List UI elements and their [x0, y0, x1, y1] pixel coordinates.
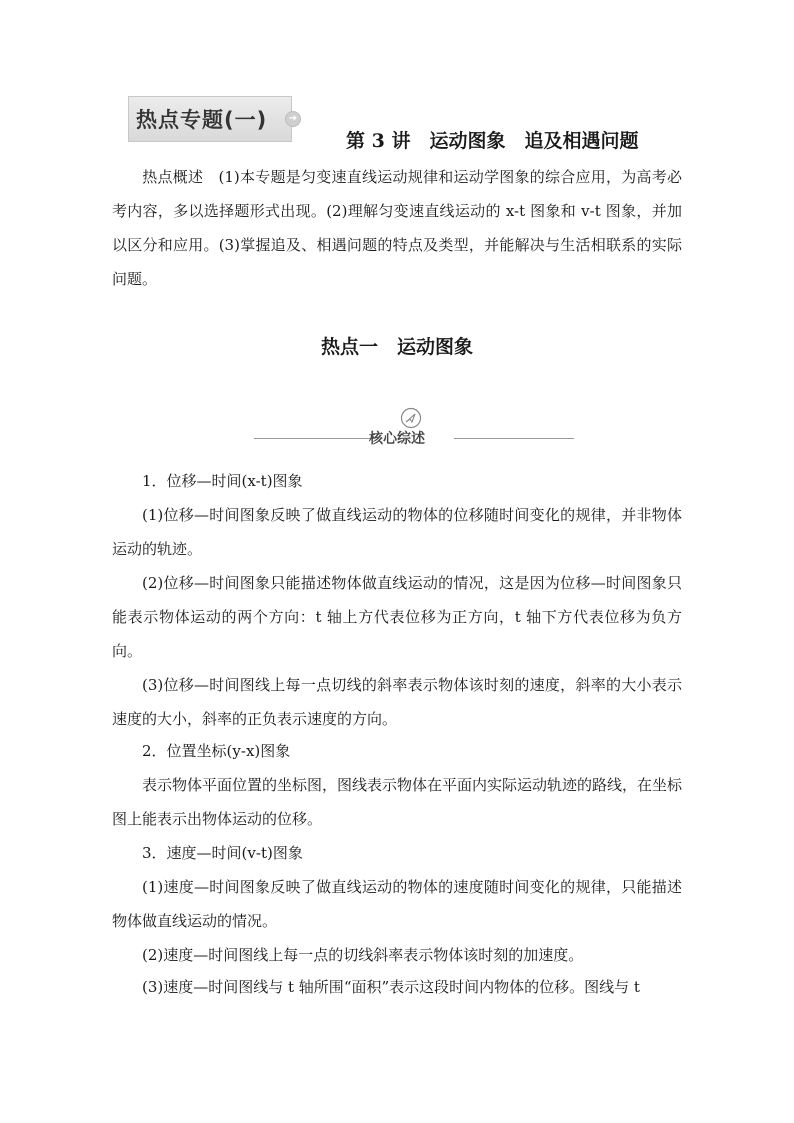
arrow-right-icon: ➔ — [285, 111, 301, 127]
list-item — [112, 566, 682, 668]
list-item — [112, 668, 682, 736]
list-item — [112, 870, 682, 938]
core-summary-label: 核心综述 — [369, 431, 425, 447]
topic-badge-label: 热点专题(一) — [136, 108, 268, 132]
overview-text: 热点概述 (1)本专题是匀变速直线运动规律和运动学图象的综合应用，为高考必考内容，多以选择题形式出现。(2)理解匀变速直线运动的 x-t 图象和 v-t 图象，并加以区分和应用。(3)掌握追及、相遇问题的特点及类型，并能解决与生活相联系的实际问题。 — [112, 168, 682, 288]
item-text: (3)速度—时间图线与 t 轴所围“面积”表示这段时间内物体的位移。图线与 t — [142, 978, 640, 996]
overview-paragraph — [112, 160, 682, 296]
list-item — [112, 498, 682, 566]
heading-yx-text: 2．位置坐标(y-x)图象 — [142, 742, 291, 760]
heading-vt — [112, 836, 682, 870]
heading-yx — [112, 734, 682, 768]
heading-vt-text: 3．速度—时间(v-t)图象 — [142, 844, 303, 862]
list-item — [112, 970, 682, 1004]
item-text: 表示物体平面位置的坐标图，图线表示物体在平面内实际运动轨迹的路线，在坐标图上能表示出物体运动的位移。 — [112, 776, 683, 828]
item-text: (3)位移—时间图线上每一点切线的斜率表示物体该时刻的速度，斜率的大小表示速度的大小，斜率的正负表示速度的方向。 — [112, 676, 682, 728]
topic-badge — [128, 96, 292, 142]
core-summary-icon — [400, 407, 422, 429]
lecture-title: 第 3 讲 运动图象 追及相遇问题 — [346, 130, 639, 152]
item-text: (2)位移—时间图象只能描述物体做直线运动的情况，这是因为位移—时间图象只能表示物体运动的两个方向：t 轴上方代表位移为正方向，t 轴下方代表位移为负方向。 — [112, 574, 682, 660]
section-title: 热点一 运动图象 — [320, 336, 473, 358]
item-text: (1)位移—时间图象反映了做直线运动的物体的位移随时间变化的规律，并非物体运动的轨迹。 — [112, 506, 682, 558]
list-item — [112, 768, 682, 836]
heading-xt-text: 1．位移—时间(x-t)图象 — [142, 472, 303, 490]
item-text: (1)速度—时间图象反映了做直线运动的物体的速度随时间变化的规律，只能描述物体做直线运动的情况。 — [112, 878, 682, 930]
heading-xt — [112, 464, 682, 498]
item-text: (2)速度—时间图线上每一点的切线斜率表示物体该时刻的加速度。 — [142, 946, 584, 964]
list-item — [112, 938, 682, 972]
